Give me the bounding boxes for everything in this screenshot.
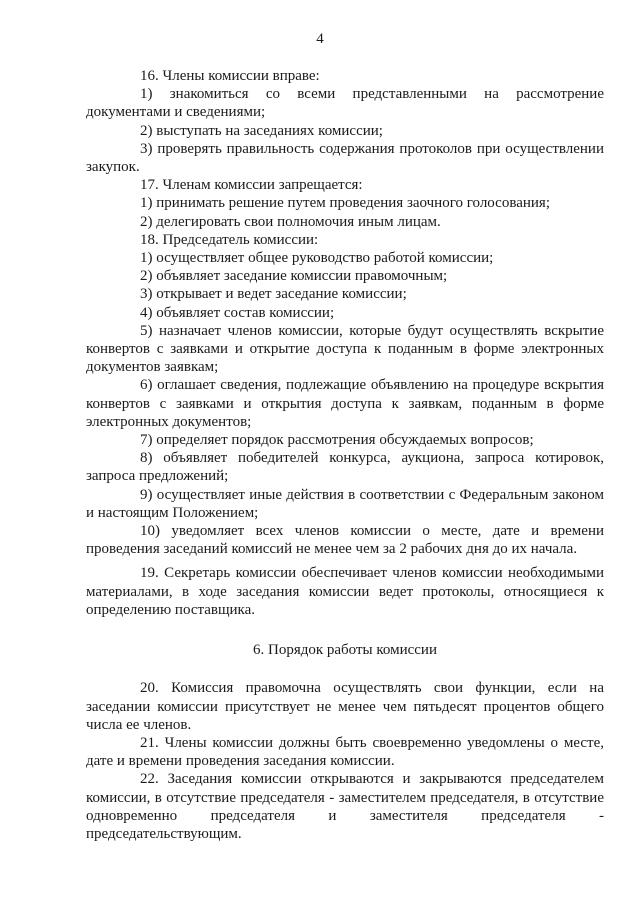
paragraph-18-3: 3) открывает и ведет заседание комиссии; <box>140 286 407 303</box>
paragraph-16-2: 2) выступать на заседаниях комиссии; <box>140 122 383 139</box>
paragraph-18-7: 7) определяет порядок рассмотрения обсуждаемых вопросов; <box>140 432 534 449</box>
paragraph-17-2: 2) делегировать свои полномочия иным лицам. <box>140 213 441 230</box>
paragraph-16-1: 1) знакомиться со всеми представленными на рассмотрение документами и сведениями; <box>86 86 604 121</box>
paragraph-18-1: 1) осуществляет общее руководство работой комиссии; <box>140 250 494 267</box>
paragraph-17-1: 1) принимать решение путем проведения заочного голосования; <box>140 195 551 212</box>
paragraph-18-9: 9) осуществляет иные действия в соответствии с Федеральным законом и настоящим Положением; <box>86 486 604 521</box>
paragraph-18-8: 8) объявляет победителей конкурса, аукциона, запроса котировок, запроса предложений; <box>86 450 604 485</box>
paragraph-18: 18. Председатель комиссии: <box>140 231 319 248</box>
section-heading: 6. Порядок работы комиссии <box>252 642 437 659</box>
paragraph-18-5: 5) назначает членов комиссии, которые будут осуществлять вскрытие конвертов с заявками и открытие доступа к поданным в форме электронных документов заявкам; <box>86 322 604 376</box>
paragraph-22: 22. Заседания комиссии открываются и закрываются председателем комиссии, в отсутствие председателя - заместителем председателя, в отсутствие одновременно председателя и заместителя председателя - председательствующим. <box>86 771 604 842</box>
document-body <box>86 67 604 843</box>
paragraph-19: 19. Секретарь комиссии обеспечивает членов комиссии необходимыми материалами, в ходе заседания комиссии ведет протоколы, относящиеся к определению поставщика. <box>86 565 604 618</box>
paragraph-20: 20. Комиссия правомочна осуществлять свои функции, если на заседании комиссии присутствует не менее чем пятьдесят процентов общего числа ее членов. <box>86 680 604 733</box>
page-number: 4 <box>316 31 324 47</box>
paragraph-18-2: 2) объявляет заседание комиссии правомочным; <box>140 268 448 285</box>
paragraph-16-3: 3) проверять правильность содержания протоколов при осуществлении закупок. <box>86 140 604 176</box>
paragraph-17: 17. Членам комиссии запрещается: <box>140 177 363 194</box>
paragraph-21: 21. Члены комиссии должны быть своевременно уведомлены о месте, дате и времени проведения заседания комиссии. <box>86 734 604 770</box>
paragraph-16: 16. Члены комиссии вправе: <box>140 68 320 84</box>
paragraph-18-10: 10) уведомляет всех членов комиссии о месте, дате и времени проведения заседаний комиссий не менее чем за 2 рабочих дня до их начала. <box>86 523 604 558</box>
paragraph-18-4: 4) объявляет состав комиссии; <box>140 304 335 321</box>
paragraph-18-6: 6) оглашает сведения, подлежащие объявлению на процедуре вскрытия конвертов с заявками и открытия доступа к заявкам, поданным в форме электронных документов; <box>86 377 604 430</box>
